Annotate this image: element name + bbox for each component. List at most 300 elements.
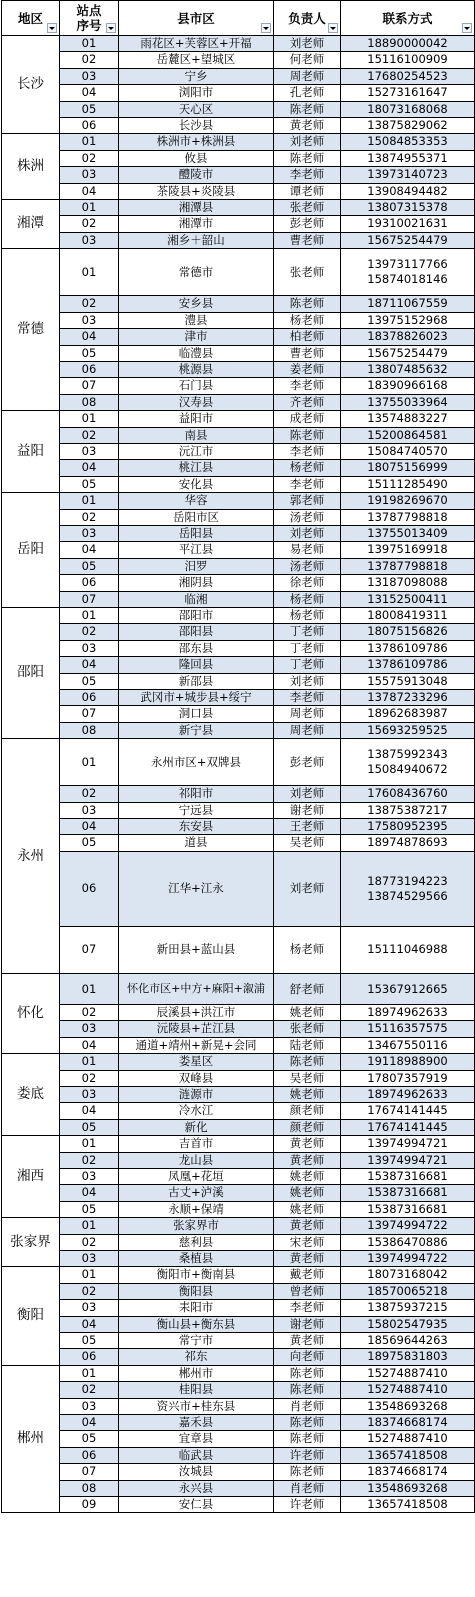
contact-cell[interactable] bbox=[341, 591, 475, 607]
code-cell[interactable]: 06 bbox=[60, 118, 119, 134]
district-cell[interactable]: 沅陵县+芷江县 bbox=[119, 1021, 274, 1037]
district-cell[interactable]: 祁东 bbox=[119, 1349, 274, 1365]
contact-cell[interactable] bbox=[341, 476, 475, 492]
person-cell[interactable]: 张老师 bbox=[274, 249, 341, 296]
contact-cell[interactable] bbox=[341, 509, 475, 525]
contact-cell[interactable] bbox=[341, 926, 475, 973]
district-cell[interactable]: 怀化市区+中方+麻阳+溆浦 bbox=[119, 973, 274, 1004]
district-cell[interactable]: 郴州市 bbox=[119, 1365, 274, 1381]
code-cell[interactable]: 02 bbox=[60, 1234, 119, 1250]
district-cell[interactable]: 常宁市 bbox=[119, 1333, 274, 1349]
person-cell[interactable]: 彭老师 bbox=[274, 216, 341, 232]
district-cell[interactable]: 华容 bbox=[119, 493, 274, 509]
code-cell[interactable]: 08 bbox=[60, 722, 119, 738]
code-cell[interactable]: 04 bbox=[60, 657, 119, 673]
district-cell[interactable]: 双峰县 bbox=[119, 1070, 274, 1086]
person-cell[interactable]: 汤老师 bbox=[274, 558, 341, 574]
person-cell[interactable]: 杨老师 bbox=[274, 460, 341, 476]
district-cell[interactable]: 汉寿县 bbox=[119, 394, 274, 410]
code-cell[interactable]: 03 bbox=[60, 802, 119, 818]
contact-cell[interactable] bbox=[341, 1316, 475, 1332]
code-cell[interactable]: 01 bbox=[60, 249, 119, 296]
contact-cell[interactable] bbox=[341, 1497, 475, 1513]
person-cell[interactable]: 曾老师 bbox=[274, 1283, 341, 1299]
contact-cell[interactable] bbox=[341, 118, 475, 134]
person-cell[interactable]: 陆老师 bbox=[274, 1037, 341, 1053]
person-cell[interactable]: 张老师 bbox=[274, 1021, 341, 1037]
person-cell[interactable]: 陈老师 bbox=[274, 101, 341, 117]
contact-cell[interactable] bbox=[341, 1185, 475, 1201]
code-cell[interactable]: 01 bbox=[60, 1136, 119, 1152]
district-cell[interactable]: 安仁县 bbox=[119, 1497, 274, 1513]
code-cell[interactable]: 01 bbox=[60, 608, 119, 624]
code-cell[interactable]: 01 bbox=[60, 134, 119, 150]
person-cell[interactable]: 刘老师 bbox=[274, 786, 341, 802]
district-cell[interactable]: 安乡县 bbox=[119, 296, 274, 312]
code-cell[interactable]: 03 bbox=[60, 525, 119, 541]
person-cell[interactable]: 刘老师 bbox=[274, 851, 341, 926]
contact-cell[interactable] bbox=[341, 690, 475, 706]
contact-cell[interactable] bbox=[341, 575, 475, 591]
contact-cell[interactable] bbox=[341, 558, 475, 574]
region-cell[interactable]: 邵阳 bbox=[2, 608, 60, 739]
region-cell[interactable]: 怀化 bbox=[2, 973, 60, 1053]
district-cell[interactable]: 祁阳市 bbox=[119, 786, 274, 802]
district-cell[interactable]: 龙山县 bbox=[119, 1152, 274, 1168]
person-cell[interactable]: 李老师 bbox=[274, 476, 341, 492]
contact-cell[interactable] bbox=[341, 378, 475, 394]
code-cell[interactable]: 03 bbox=[60, 1168, 119, 1184]
person-cell[interactable]: 丁老师 bbox=[274, 657, 341, 673]
contact-cell[interactable] bbox=[341, 1004, 475, 1020]
code-cell[interactable]: 06 bbox=[60, 1349, 119, 1365]
contact-cell[interactable] bbox=[341, 36, 475, 52]
person-cell[interactable]: 成老师 bbox=[274, 411, 341, 427]
contact-cell[interactable] bbox=[341, 249, 475, 296]
person-cell[interactable]: 许老师 bbox=[274, 1447, 341, 1463]
contact-cell[interactable] bbox=[341, 624, 475, 640]
district-cell[interactable]: 永州市区+双牌县 bbox=[119, 739, 274, 786]
person-cell[interactable]: 吴老师 bbox=[274, 835, 341, 851]
district-cell[interactable]: 张家界市 bbox=[119, 1218, 274, 1234]
code-cell[interactable]: 06 bbox=[60, 1447, 119, 1463]
code-cell[interactable]: 04 bbox=[60, 1037, 119, 1053]
contact-cell[interactable] bbox=[341, 973, 475, 1004]
district-cell[interactable]: 长沙县 bbox=[119, 118, 274, 134]
contact-cell[interactable] bbox=[341, 200, 475, 216]
person-cell[interactable]: 陈老师 bbox=[274, 1365, 341, 1381]
code-cell[interactable]: 01 bbox=[60, 1267, 119, 1283]
region-cell[interactable]: 湘西 bbox=[2, 1136, 60, 1218]
district-cell[interactable]: 宁乡 bbox=[119, 68, 274, 84]
district-cell[interactable]: 资兴市+桂东县 bbox=[119, 1398, 274, 1414]
district-cell[interactable]: 常德市 bbox=[119, 249, 274, 296]
person-cell[interactable]: 陈老师 bbox=[274, 1382, 341, 1398]
person-cell[interactable]: 姚老师 bbox=[274, 1185, 341, 1201]
region-cell[interactable]: 株洲 bbox=[2, 134, 60, 200]
code-cell[interactable]: 03 bbox=[60, 1300, 119, 1316]
code-cell[interactable]: 04 bbox=[60, 85, 119, 101]
district-cell[interactable]: 吉首市 bbox=[119, 1136, 274, 1152]
district-cell[interactable]: 湘乡＋韶山 bbox=[119, 232, 274, 248]
contact-cell[interactable] bbox=[341, 312, 475, 328]
district-cell[interactable]: 南县 bbox=[119, 427, 274, 443]
contact-cell[interactable] bbox=[341, 411, 475, 427]
person-cell[interactable]: 谢老师 bbox=[274, 802, 341, 818]
district-cell[interactable]: 邵阳县 bbox=[119, 624, 274, 640]
person-cell[interactable]: 刘老师 bbox=[274, 673, 341, 689]
code-cell[interactable]: 03 bbox=[60, 1021, 119, 1037]
district-cell[interactable]: 宜章县 bbox=[119, 1431, 274, 1447]
person-cell[interactable]: 黄老师 bbox=[274, 1218, 341, 1234]
region-cell[interactable]: 长沙 bbox=[2, 36, 60, 134]
district-cell[interactable]: 衡山县+衡东县 bbox=[119, 1316, 274, 1332]
code-cell[interactable]: 05 bbox=[60, 1333, 119, 1349]
code-cell[interactable]: 05 bbox=[60, 1201, 119, 1217]
person-cell[interactable]: 谢老师 bbox=[274, 1316, 341, 1332]
code-cell[interactable]: 04 bbox=[60, 819, 119, 835]
contact-cell[interactable] bbox=[341, 167, 475, 183]
header-person[interactable] bbox=[274, 1, 341, 36]
code-cell[interactable]: 01 bbox=[60, 1218, 119, 1234]
contact-cell[interactable] bbox=[341, 1415, 475, 1431]
code-cell[interactable]: 02 bbox=[60, 296, 119, 312]
person-cell[interactable]: 舒老师 bbox=[274, 973, 341, 1004]
district-cell[interactable]: 雨花区+芙蓉区+开福 bbox=[119, 36, 274, 52]
contact-cell[interactable] bbox=[341, 1333, 475, 1349]
code-cell[interactable]: 07 bbox=[60, 706, 119, 722]
contact-cell[interactable] bbox=[341, 52, 475, 68]
contact-cell[interactable] bbox=[341, 296, 475, 312]
contact-cell[interactable] bbox=[341, 150, 475, 166]
contact-cell[interactable] bbox=[341, 134, 475, 150]
district-cell[interactable]: 道县 bbox=[119, 835, 274, 851]
district-cell[interactable]: 邵阳市 bbox=[119, 608, 274, 624]
contact-cell[interactable] bbox=[341, 1201, 475, 1217]
person-cell[interactable]: 汤老师 bbox=[274, 509, 341, 525]
person-cell[interactable]: 谭老师 bbox=[274, 183, 341, 199]
code-cell[interactable]: 05 bbox=[60, 1431, 119, 1447]
person-cell[interactable]: 郭老师 bbox=[274, 493, 341, 509]
code-cell[interactable]: 04 bbox=[60, 1185, 119, 1201]
contact-cell[interactable] bbox=[341, 1054, 475, 1070]
person-cell[interactable]: 刘老师 bbox=[274, 36, 341, 52]
district-cell[interactable]: 耒阳市 bbox=[119, 1300, 274, 1316]
person-cell[interactable]: 姜老师 bbox=[274, 361, 341, 377]
district-cell[interactable]: 新宁县 bbox=[119, 722, 274, 738]
person-cell[interactable]: 姚老师 bbox=[274, 1201, 341, 1217]
code-cell[interactable]: 05 bbox=[60, 835, 119, 851]
person-cell[interactable]: 徐老师 bbox=[274, 575, 341, 591]
district-cell[interactable]: 慈利县 bbox=[119, 1234, 274, 1250]
district-cell[interactable]: 天心区 bbox=[119, 101, 274, 117]
contact-cell[interactable] bbox=[341, 786, 475, 802]
code-cell[interactable]: 09 bbox=[60, 1497, 119, 1513]
district-cell[interactable]: 安化县 bbox=[119, 476, 274, 492]
code-cell[interactable]: 05 bbox=[60, 558, 119, 574]
region-cell[interactable]: 衡阳 bbox=[2, 1267, 60, 1365]
district-cell[interactable]: 新田县+蓝山县 bbox=[119, 926, 274, 973]
contact-cell[interactable] bbox=[341, 1365, 475, 1381]
district-cell[interactable]: 辰溪县+洪江市 bbox=[119, 1004, 274, 1020]
person-cell[interactable]: 吴老师 bbox=[274, 1070, 341, 1086]
contact-cell[interactable] bbox=[341, 1021, 475, 1037]
region-cell[interactable]: 郴州 bbox=[2, 1365, 60, 1513]
person-cell[interactable]: 李老师 bbox=[274, 1300, 341, 1316]
code-cell[interactable]: 07 bbox=[60, 926, 119, 973]
person-cell[interactable]: 柏老师 bbox=[274, 329, 341, 345]
district-cell[interactable]: 古丈+泸溪 bbox=[119, 1185, 274, 1201]
code-cell[interactable]: 03 bbox=[60, 1250, 119, 1266]
contact-cell[interactable] bbox=[341, 1431, 475, 1447]
district-cell[interactable]: 桑植县 bbox=[119, 1250, 274, 1266]
contact-cell[interactable] bbox=[341, 1382, 475, 1398]
contact-cell[interactable] bbox=[341, 361, 475, 377]
contact-cell[interactable] bbox=[341, 329, 475, 345]
district-cell[interactable]: 通道+靖州+新晃+会同 bbox=[119, 1037, 274, 1053]
person-cell[interactable]: 姚老师 bbox=[274, 1168, 341, 1184]
code-cell[interactable]: 01 bbox=[60, 1054, 119, 1070]
code-cell[interactable]: 07 bbox=[60, 591, 119, 607]
district-cell[interactable]: 隆回县 bbox=[119, 657, 274, 673]
code-cell[interactable]: 03 bbox=[60, 443, 119, 459]
contact-cell[interactable] bbox=[341, 394, 475, 410]
person-cell[interactable]: 杨老师 bbox=[274, 608, 341, 624]
region-cell[interactable]: 娄底 bbox=[2, 1054, 60, 1136]
district-cell[interactable]: 湘阴县 bbox=[119, 575, 274, 591]
district-cell[interactable]: 浏阳市 bbox=[119, 85, 274, 101]
code-cell[interactable]: 02 bbox=[60, 1004, 119, 1020]
contact-cell[interactable] bbox=[341, 640, 475, 656]
person-cell[interactable]: 何老师 bbox=[274, 52, 341, 68]
header-region[interactable] bbox=[2, 1, 60, 36]
code-cell[interactable]: 02 bbox=[60, 624, 119, 640]
code-cell[interactable]: 03 bbox=[60, 1086, 119, 1102]
contact-cell[interactable] bbox=[341, 1103, 475, 1119]
district-cell[interactable]: 平江县 bbox=[119, 542, 274, 558]
district-cell[interactable]: 娄星区 bbox=[119, 1054, 274, 1070]
code-cell[interactable]: 08 bbox=[60, 1480, 119, 1496]
code-cell[interactable]: 01 bbox=[60, 973, 119, 1004]
contact-cell[interactable] bbox=[341, 1218, 475, 1234]
contact-cell[interactable] bbox=[341, 722, 475, 738]
contact-cell[interactable] bbox=[341, 493, 475, 509]
district-cell[interactable]: 株洲市+株洲县 bbox=[119, 134, 274, 150]
code-cell[interactable]: 03 bbox=[60, 68, 119, 84]
district-cell[interactable]: 攸县 bbox=[119, 150, 274, 166]
district-cell[interactable]: 临湘 bbox=[119, 591, 274, 607]
person-cell[interactable]: 肖老师 bbox=[274, 1480, 341, 1496]
person-cell[interactable]: 杨老师 bbox=[274, 926, 341, 973]
region-cell[interactable]: 张家界 bbox=[2, 1218, 60, 1267]
contact-cell[interactable] bbox=[341, 232, 475, 248]
code-cell[interactable]: 02 bbox=[60, 786, 119, 802]
person-cell[interactable]: 李老师 bbox=[274, 167, 341, 183]
code-cell[interactable]: 04 bbox=[60, 1415, 119, 1431]
district-cell[interactable]: 邵东县 bbox=[119, 640, 274, 656]
contact-cell[interactable] bbox=[341, 1070, 475, 1086]
contact-cell[interactable] bbox=[341, 216, 475, 232]
district-cell[interactable]: 岳阳市区 bbox=[119, 509, 274, 525]
person-cell[interactable]: 王老师 bbox=[274, 819, 341, 835]
district-cell[interactable]: 桂阳县 bbox=[119, 1382, 274, 1398]
person-cell[interactable]: 许老师 bbox=[274, 1497, 341, 1513]
district-cell[interactable]: 桃江县 bbox=[119, 460, 274, 476]
person-cell[interactable]: 李老师 bbox=[274, 443, 341, 459]
code-cell[interactable]: 03 bbox=[60, 1398, 119, 1414]
district-cell[interactable]: 宁远县 bbox=[119, 802, 274, 818]
district-cell[interactable]: 嘉禾县 bbox=[119, 1415, 274, 1431]
person-cell[interactable]: 丁老师 bbox=[274, 640, 341, 656]
contact-cell[interactable] bbox=[341, 1168, 475, 1184]
contact-cell[interactable] bbox=[341, 1152, 475, 1168]
code-cell[interactable]: 05 bbox=[60, 673, 119, 689]
code-cell[interactable]: 03 bbox=[60, 312, 119, 328]
district-cell[interactable]: 澧县 bbox=[119, 312, 274, 328]
contact-cell[interactable] bbox=[341, 1267, 475, 1283]
filter-dropdown-icon[interactable] bbox=[462, 23, 472, 33]
person-cell[interactable]: 戴老师 bbox=[274, 1267, 341, 1283]
code-cell[interactable]: 08 bbox=[60, 394, 119, 410]
header-district[interactable] bbox=[119, 1, 274, 36]
person-cell[interactable]: 易老师 bbox=[274, 542, 341, 558]
district-cell[interactable]: 湘潭县 bbox=[119, 200, 274, 216]
person-cell[interactable]: 孔老师 bbox=[274, 85, 341, 101]
district-cell[interactable]: 衡阳县 bbox=[119, 1283, 274, 1299]
district-cell[interactable]: 临澧县 bbox=[119, 345, 274, 361]
person-cell[interactable]: 周老师 bbox=[274, 68, 341, 84]
contact-cell[interactable] bbox=[341, 542, 475, 558]
district-cell[interactable]: 汝城县 bbox=[119, 1464, 274, 1480]
contact-cell[interactable] bbox=[341, 1283, 475, 1299]
code-cell[interactable]: 01 bbox=[60, 739, 119, 786]
region-cell[interactable]: 湘潭 bbox=[2, 200, 60, 249]
code-cell[interactable]: 03 bbox=[60, 232, 119, 248]
code-cell[interactable]: 06 bbox=[60, 575, 119, 591]
district-cell[interactable]: 凤凰+花垣 bbox=[119, 1168, 274, 1184]
district-cell[interactable]: 津市 bbox=[119, 329, 274, 345]
district-cell[interactable]: 石门县 bbox=[119, 378, 274, 394]
contact-cell[interactable] bbox=[341, 1447, 475, 1463]
district-cell[interactable]: 沅江市 bbox=[119, 443, 274, 459]
person-cell[interactable]: 肖老师 bbox=[274, 1398, 341, 1414]
code-cell[interactable]: 04 bbox=[60, 460, 119, 476]
contact-cell[interactable] bbox=[341, 835, 475, 851]
contact-cell[interactable] bbox=[341, 525, 475, 541]
code-cell[interactable]: 07 bbox=[60, 378, 119, 394]
filter-dropdown-icon[interactable] bbox=[261, 23, 271, 33]
district-cell[interactable]: 永兴县 bbox=[119, 1480, 274, 1496]
filter-dropdown-icon[interactable] bbox=[328, 23, 338, 33]
person-cell[interactable]: 陈老师 bbox=[274, 150, 341, 166]
code-cell[interactable]: 07 bbox=[60, 1464, 119, 1480]
district-cell[interactable]: 永顺+保靖 bbox=[119, 1201, 274, 1217]
person-cell[interactable]: 齐老师 bbox=[274, 394, 341, 410]
person-cell[interactable]: 陈老师 bbox=[274, 296, 341, 312]
person-cell[interactable]: 黄老师 bbox=[274, 1136, 341, 1152]
code-cell[interactable]: 02 bbox=[60, 1152, 119, 1168]
person-cell[interactable]: 姚老师 bbox=[274, 1004, 341, 1020]
person-cell[interactable]: 姚老师 bbox=[274, 1086, 341, 1102]
person-cell[interactable]: 丁老师 bbox=[274, 624, 341, 640]
header-code[interactable] bbox=[60, 1, 119, 36]
region-cell[interactable]: 永州 bbox=[2, 739, 60, 974]
district-cell[interactable]: 湘潭市 bbox=[119, 216, 274, 232]
district-cell[interactable]: 益阳市 bbox=[119, 411, 274, 427]
region-cell[interactable]: 岳阳 bbox=[2, 493, 60, 608]
region-cell[interactable]: 益阳 bbox=[2, 411, 60, 493]
contact-cell[interactable] bbox=[341, 802, 475, 818]
district-cell[interactable]: 桃源县 bbox=[119, 361, 274, 377]
contact-cell[interactable] bbox=[341, 1119, 475, 1135]
person-cell[interactable]: 曹老师 bbox=[274, 345, 341, 361]
code-cell[interactable]: 01 bbox=[60, 36, 119, 52]
contact-cell[interactable] bbox=[341, 608, 475, 624]
person-cell[interactable]: 向老师 bbox=[274, 1349, 341, 1365]
code-cell[interactable]: 02 bbox=[60, 509, 119, 525]
district-cell[interactable]: 岳阳县 bbox=[119, 525, 274, 541]
contact-cell[interactable] bbox=[341, 1349, 475, 1365]
filter-dropdown-icon[interactable] bbox=[47, 23, 57, 33]
code-cell[interactable]: 02 bbox=[60, 1382, 119, 1398]
district-cell[interactable]: 冷水江 bbox=[119, 1103, 274, 1119]
contact-cell[interactable] bbox=[341, 1136, 475, 1152]
code-cell[interactable]: 04 bbox=[60, 183, 119, 199]
contact-cell[interactable] bbox=[341, 85, 475, 101]
district-cell[interactable]: 醴陵市 bbox=[119, 167, 274, 183]
district-cell[interactable]: 新邵县 bbox=[119, 673, 274, 689]
person-cell[interactable]: 颜老师 bbox=[274, 1119, 341, 1135]
code-cell[interactable]: 02 bbox=[60, 1283, 119, 1299]
contact-cell[interactable] bbox=[341, 657, 475, 673]
district-cell[interactable]: 江华+江永 bbox=[119, 851, 274, 926]
code-cell[interactable]: 04 bbox=[60, 329, 119, 345]
district-cell[interactable]: 洞口县 bbox=[119, 706, 274, 722]
contact-cell[interactable] bbox=[341, 706, 475, 722]
code-cell[interactable]: 04 bbox=[60, 542, 119, 558]
code-cell[interactable]: 02 bbox=[60, 52, 119, 68]
code-cell[interactable]: 02 bbox=[60, 1070, 119, 1086]
district-cell[interactable]: 茶陵县+炎陵县 bbox=[119, 183, 274, 199]
district-cell[interactable]: 东安县 bbox=[119, 819, 274, 835]
person-cell[interactable]: 彭老师 bbox=[274, 739, 341, 786]
district-cell[interactable]: 武冈市+城步县+绥宁 bbox=[119, 690, 274, 706]
contact-cell[interactable] bbox=[341, 1086, 475, 1102]
district-cell[interactable]: 岳麓区+望城区 bbox=[119, 52, 274, 68]
contact-cell[interactable] bbox=[341, 1398, 475, 1414]
person-cell[interactable]: 周老师 bbox=[274, 722, 341, 738]
district-cell[interactable]: 汨罗 bbox=[119, 558, 274, 574]
code-cell[interactable]: 04 bbox=[60, 1103, 119, 1119]
code-cell[interactable]: 01 bbox=[60, 1365, 119, 1381]
code-cell[interactable]: 01 bbox=[60, 493, 119, 509]
person-cell[interactable]: 黄老师 bbox=[274, 118, 341, 134]
person-cell[interactable]: 周老师 bbox=[274, 706, 341, 722]
person-cell[interactable]: 刘老师 bbox=[274, 525, 341, 541]
person-cell[interactable]: 陈老师 bbox=[274, 1054, 341, 1070]
district-cell[interactable]: 衡阳市+衡南县 bbox=[119, 1267, 274, 1283]
contact-cell[interactable] bbox=[341, 1037, 475, 1053]
contact-cell[interactable] bbox=[341, 443, 475, 459]
person-cell[interactable]: 陈老师 bbox=[274, 427, 341, 443]
code-cell[interactable]: 06 bbox=[60, 361, 119, 377]
person-cell[interactable]: 曹老师 bbox=[274, 232, 341, 248]
district-cell[interactable]: 新化 bbox=[119, 1119, 274, 1135]
code-cell[interactable]: 05 bbox=[60, 1119, 119, 1135]
contact-cell[interactable] bbox=[341, 673, 475, 689]
contact-cell[interactable] bbox=[341, 1480, 475, 1496]
person-cell[interactable]: 宋老师 bbox=[274, 1234, 341, 1250]
